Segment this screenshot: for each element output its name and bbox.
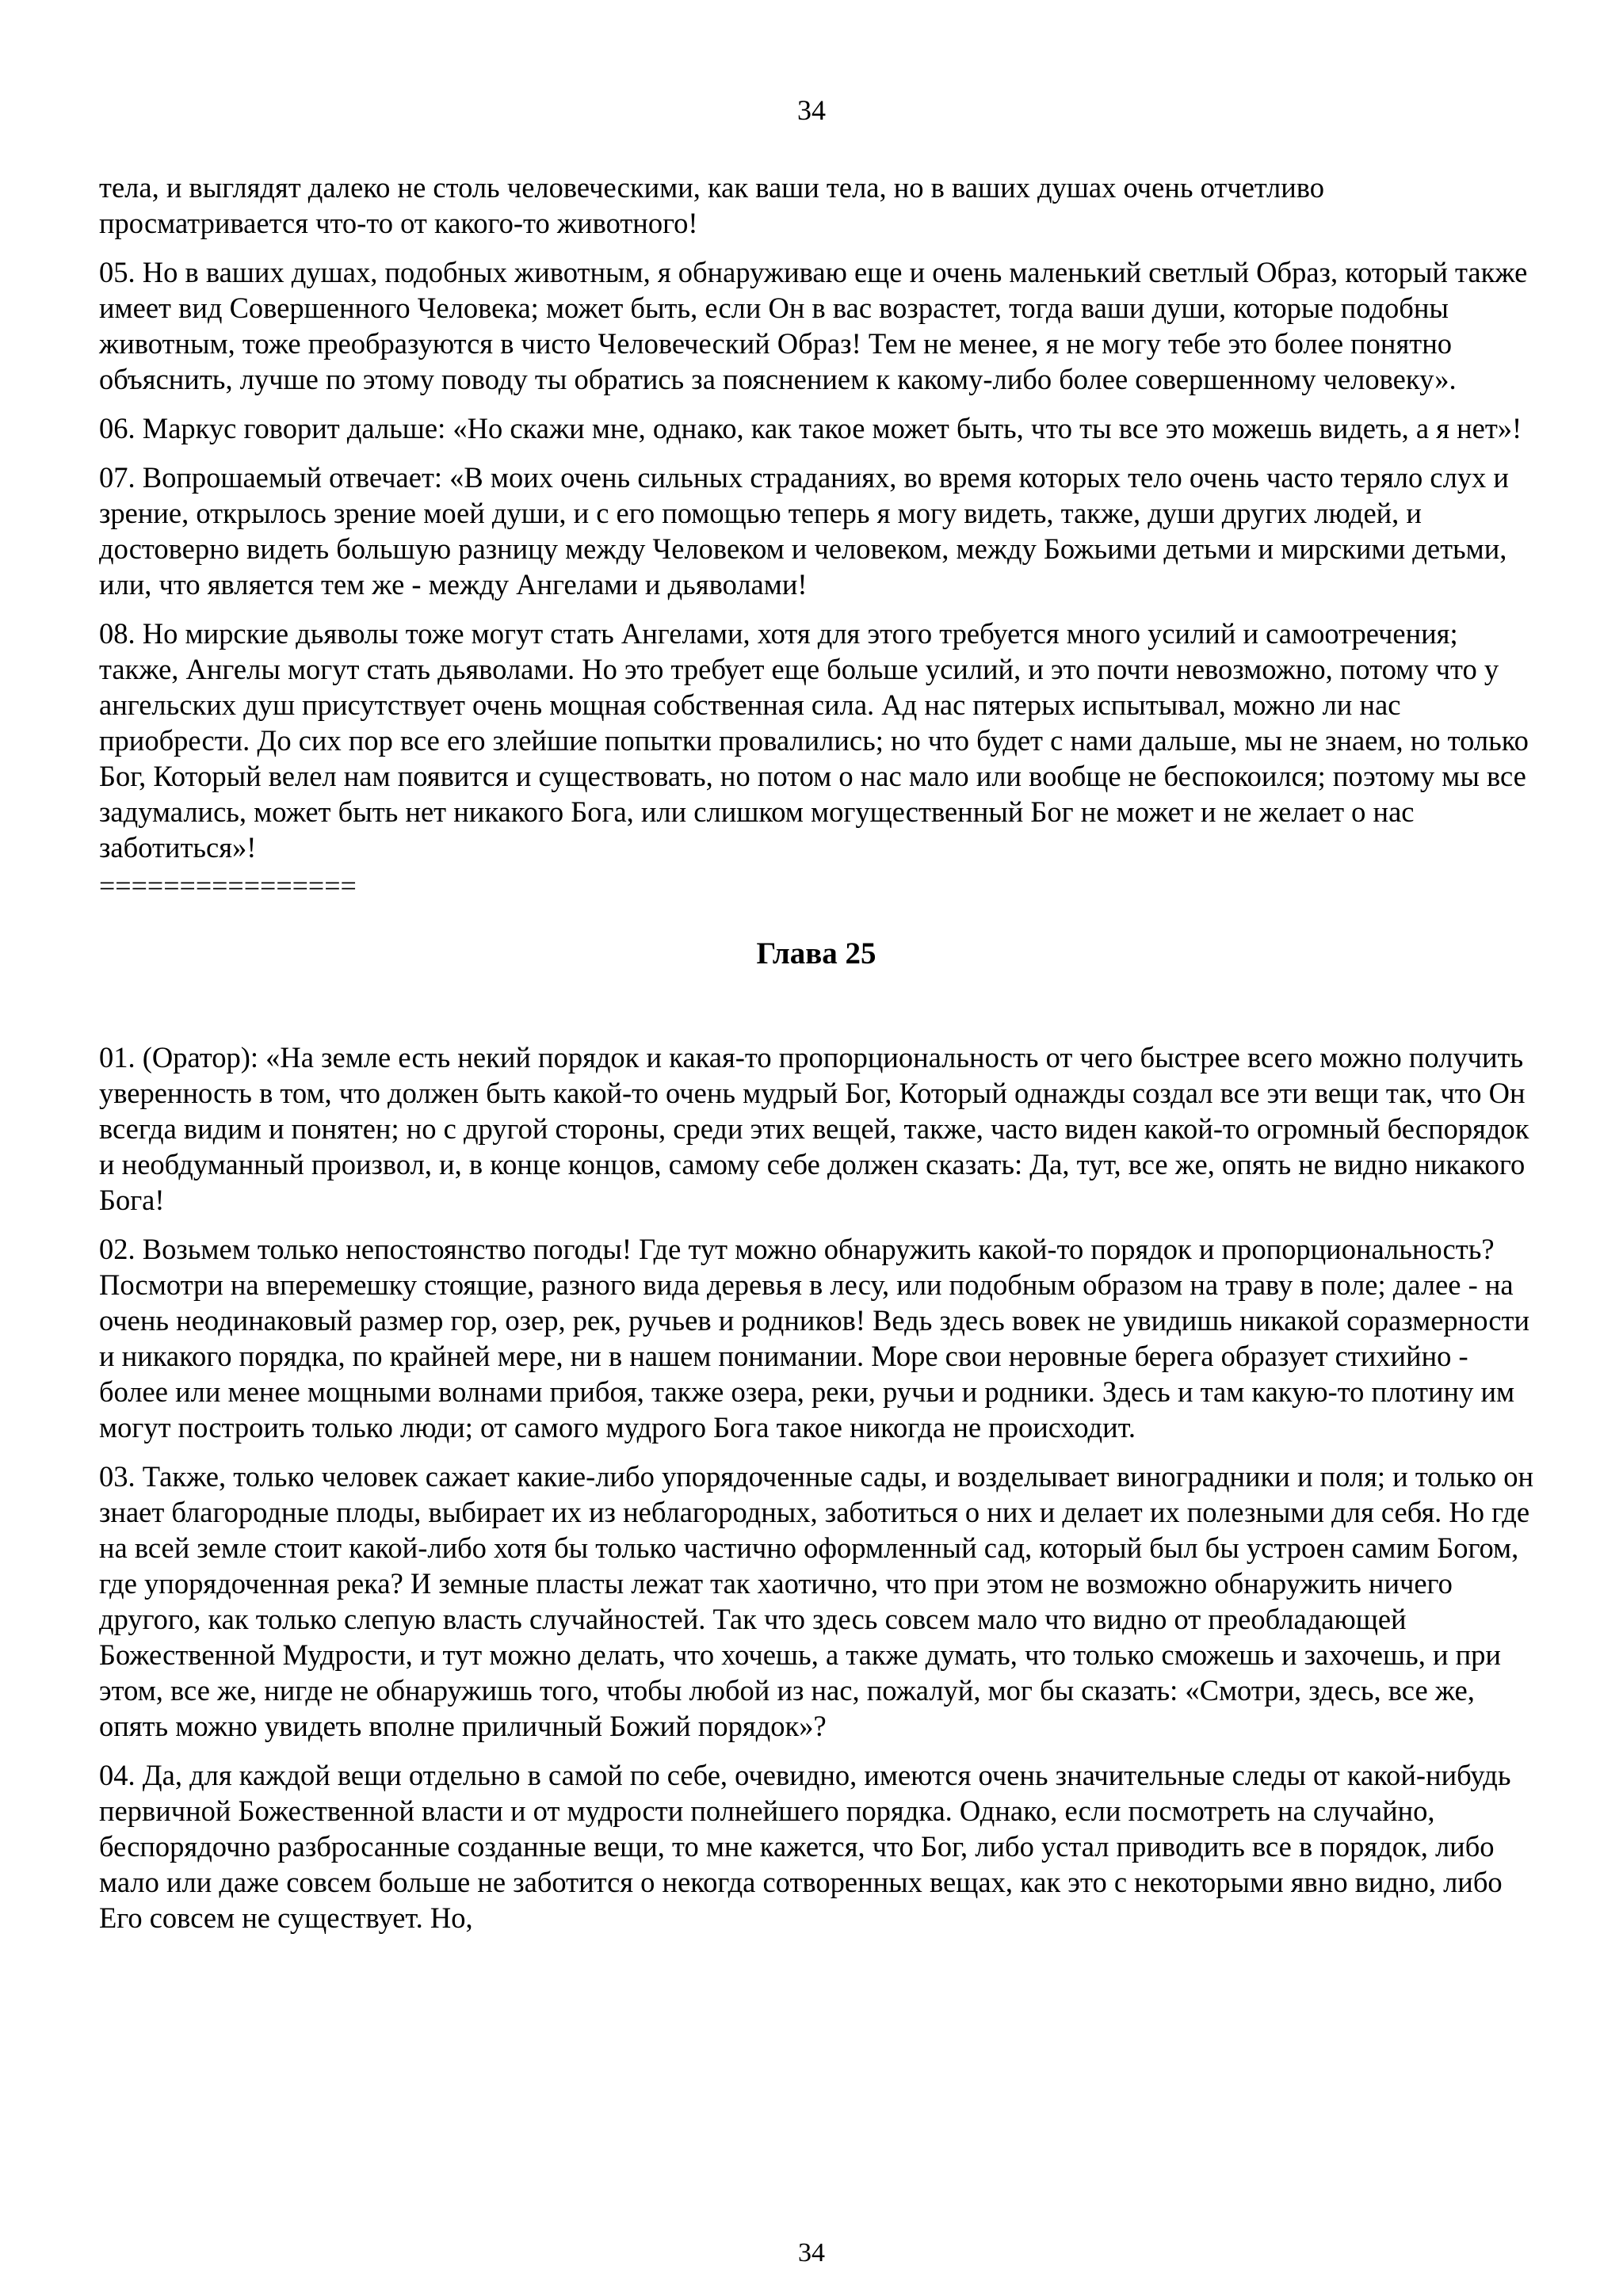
paragraph: 07. Вопрошаемый отвечает: «В моих очень сильных страданиях, во время которых тело очень часто теряло слух и зрение, открылось зрение моей души, и с его помощью теперь я могу видеть, также, души других людей, и достоверно видеть большую разницу между Человеком и человеком, между Божьими детьми и мирскими детьми, или, что является тем же - между Ангелами и дьяволами!: [99, 461, 1509, 601]
page-body: [99, 170, 1533, 1949]
paragraph: 08. Но мирские дьяволы тоже могут стать Ангелами, хотя для этого требуется много усилий и самоотречения; также, Ангелы могут стать дьяволами. Но это требует еще больше усилий, и это почти невозможно, потому что у ангельских душ присутствует очень мощная собственная сила. Ад нас пятерых испытывал, можно ли нас приобрести. До сих пор все его злейшие попытки провалились; но что будет с нами дальше, мы не знаем, но только Бог, Который велел нам появится и существовать, но потом о нас мало или вообще не беспокоился; поэтому мы все задумались, может быть нет никакого Бога, или слишком могущественный Бог не может и не желает о нас заботиться»!: [99, 617, 1529, 864]
page-number-top: 34: [797, 94, 826, 126]
separator-line: ================: [99, 870, 357, 902]
spacer: [99, 971, 1533, 1039]
paragraph: 01. (Оратор): «На земле есть некий порядок и какая-то пропорциональность от чего быстрее всего можно получить уверенность в том, что должен быть какой-то очень мудрый Бог, Который однажды создал все эти вещи так, что Он всегда видим и понятен; но с другой стороны, среди этих вещей, также, часто виден какой-то огромный беспорядок и необдуманный произвол, и, в конце концов, самому себе должен сказать: Да, тут, все же, опять не видно никакого Бога!: [99, 1041, 1529, 1216]
paragraph: 02. Возьмем только непостоянство погоды! Где тут можно обнаружить какой-то порядок и пропорциональность? Посмотри на вперемешку стоящие, разного вида деревья в лесу, или подобным образом на траву в поле; далее - на очень неодинаковый размер гор, озер, рек, ручьев и родников! Ведь здесь вовек не увидишь никакой соразмерности и никакого порядка, по крайней мере, ни в нашем понимании. Море свои неровные берега образует стихийно - более или менее мощными волнами прибоя, также озера, реки, ручьи и родники. Здесь и там какую-то плотину им могут построить только люди; от самого мудрого Бога такое никогда не происходит.: [99, 1233, 1530, 1444]
paragraph: 05. Но в ваших душах, подобных животным, я обнаруживаю еще и очень маленький светлый Образ, который также имеет вид Совершенного Человека; может быть, если Он в вас возрастет, тогда ваши души, которые подобны животным, тоже преобразуются в чисто Человеческий Образ! Тем не менее, я не могу тебе это более понятно объяснить, лучше по этому поводу ты обратись за пояснением к какому-либо более совершенному человеку».: [99, 256, 1528, 395]
paragraph: 04. Да, для каждой вещи отдельно в самой по себе, очевидно, имеются очень значительные следы от какой-нибудь первичной Божественной власти и от мудрости полнейшего порядка. Однако, если посмотреть на случайно, беспорядочно разбросанные созданные вещи, то мне кажется, что Бог, либо устал приводить все в порядок, либо мало или даже совсем больше не заботится о некогда сотворенных вещах, как это с некоторыми явно видно, либо Его совсем не существует. Но,: [99, 1759, 1511, 1934]
paragraph: 03. Также, только человек сажает какие-либо упорядоченные сады, и возделывает виноградники и поля; и только он знает благородные плоды, выбирает их из неблагородных, заботиться о них и делает их полезными для себя. Но где на всей земле стоит какой-либо хотя бы только частично оформленный сад, который был бы устроен самим Богом, где упорядоченная река? И земные пласты лежат так хаотично, что при этом не возможно обнаружить ничего другого, как только слепую власть случайностей. Так что здесь совсем мало что видно от преобладающей Божественной Мудрости, и тут можно делать, что хочешь, а также думать, что только сможешь и захочешь, и при этом, все же, нигде не обнаружишь того, чтобы любой из нас, пожалуй, мог бы сказать: «Смотри, здесь, все же, опять можно увидеть вполне приличный Божий порядок»?: [99, 1460, 1533, 1742]
chapter-title: Глава 25: [756, 936, 876, 971]
paragraph: 06. Маркус говорит дальше: «Но скажи мне, однако, как такое может быть, что ты все это можешь видеть, а я нет»!: [99, 412, 1522, 444]
paragraph: тела, и выглядят далеко не столь человеческими, как ваши тела, но в ваших душах очень отчетливо просматривается что-то от какого-то животного!: [99, 171, 1324, 239]
page-number-bottom: 34: [798, 2238, 825, 2267]
